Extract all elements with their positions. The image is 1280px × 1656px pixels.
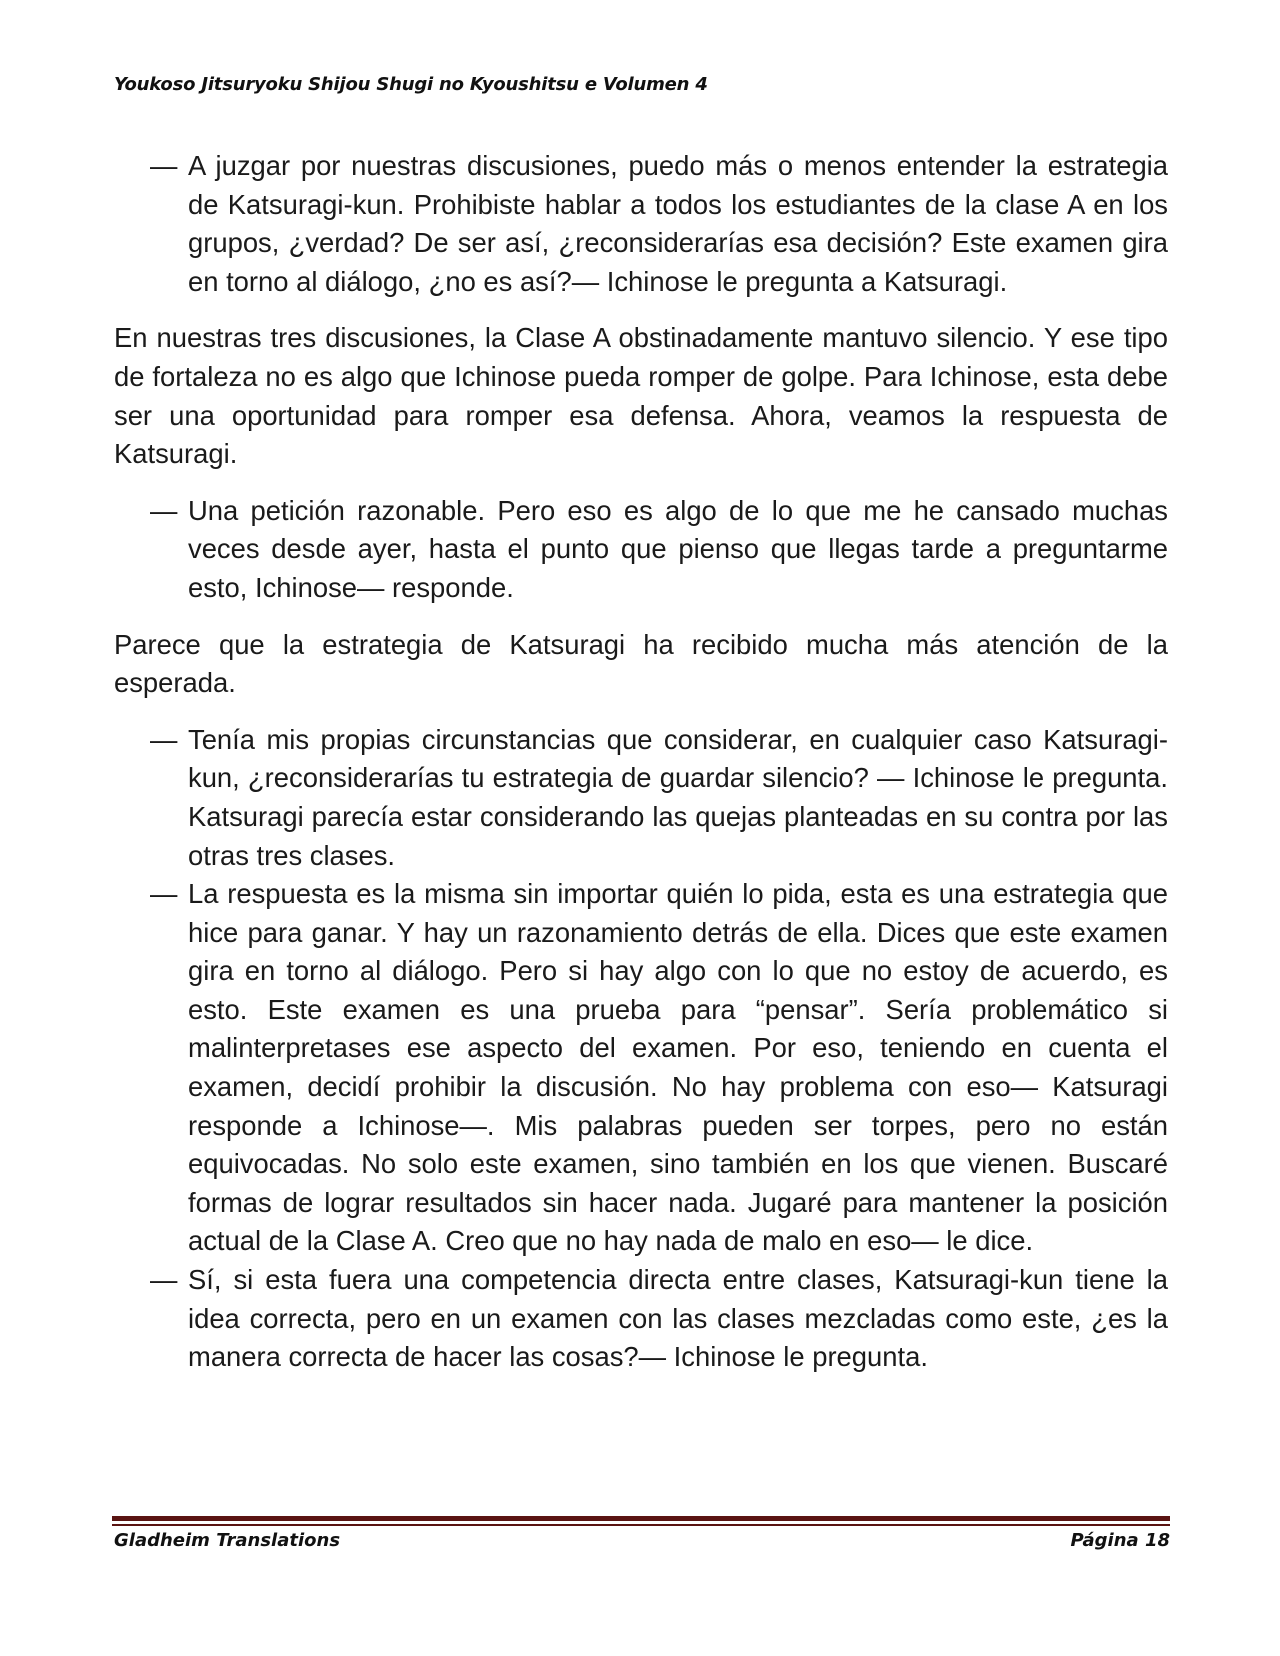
dialogue-text: La respuesta es la misma sin importar quién lo pida, esta es una estrategia que hice para ganar. Y hay un razonamiento detrás de ella. Dices que este examen gira en torno al diálogo. Pero si hay algo con lo que no estoy de acuerdo, es esto. Este examen es una prueba para “pensar”. Sería problemático si malinterpretases ese aspecto del examen. Por eso, teniendo en cuenta el examen, decidí prohibir la discusión. No hay problema con eso— Katsuragi responde a Ichinose—. Mis palabras pueden ser torpes, pero no están equivocadas. No solo este examen, sino también en los que vienen. Buscaré formas de lograr resultados sin hacer nada. Jugaré para mantener la posición actual de la Clase A. Creo que no hay nada de malo en eso— le dice.: [188, 878, 1168, 1257]
dialogue-dash: —: [150, 150, 178, 181]
page-body: [114, 147, 1168, 1377]
dialogue-dash: —: [150, 1264, 178, 1296]
running-header: Youkoso Jitsuryoku Shijou Shugi no Kyoushitsu e Volumen 4: [114, 74, 708, 95]
dialogue-text: Sí, si esta fuera una competencia directa entre clases, Katsuragi-kun tiene la idea correcta, pero en un examen con las clases mezcladas como este, ¿es la manera correcta de hacer las cosas?— Ichinose le pregunta.: [188, 1264, 1168, 1373]
dialogue-paragraph-5: [114, 1261, 1168, 1377]
dialogue-text: Tenía mis propias circunstancias que considerar, en cualquier caso Katsuragi-kun, ¿reconsiderarías tu estrategia de guardar silencio? — Ichinose le pregunta. Katsuragi parecía estar considerando las quejas planteadas en su contra por las otras tres clases.: [188, 723, 1168, 871]
dialogue-dash: —: [150, 878, 178, 910]
footer-page-number: Página 18: [1070, 1530, 1170, 1551]
footer-translator-credit: Gladheim Translations: [114, 1530, 341, 1551]
dialogue-dash: —: [150, 494, 178, 526]
dialogue-paragraph-1: [114, 147, 1168, 301]
dialogue-paragraph-2: [114, 492, 1168, 608]
dialogue-paragraph-4: [114, 875, 1168, 1261]
footer-rule-thin: [112, 1524, 1170, 1526]
dialogue-paragraph-3: [114, 721, 1168, 875]
dialogue-dash: —: [150, 723, 178, 755]
footer-rule: [112, 1516, 1170, 1521]
narration-paragraph-1: En nuestras tres discusiones, la Clase A obstinadamente mantuvo silencio. Y ese tipo de fortaleza no es algo que Ichinose pueda romper de golpe. Para Ichinose, esta debe ser una oportunidad para romper esa defensa. Ahora, veamos la respuesta de Katsuragi.: [114, 322, 1168, 470]
dialogue-text: A juzgar por nuestras discusiones, puedo más o menos entender la estrategia de Katsuragi-kun. Prohibiste hablar a todos los estudiantes de la clase A en los grupos, ¿verdad? De ser así, ¿reconsiderarías esa decisión? Este examen gira en torno al diálogo, ¿no es así?— Ichinose le pregunta a Katsuragi.: [188, 150, 1168, 297]
dialogue-text: Una petición razonable. Pero eso es algo de lo que me he cansado muchas veces desde ayer, hasta el punto que pienso que llegas tarde a preguntarme esto, Ichinose— responde.: [188, 494, 1168, 603]
narration-paragraph-2: Parece que la estrategia de Katsuragi ha recibido mucha más atención de la esperada.: [114, 628, 1168, 699]
